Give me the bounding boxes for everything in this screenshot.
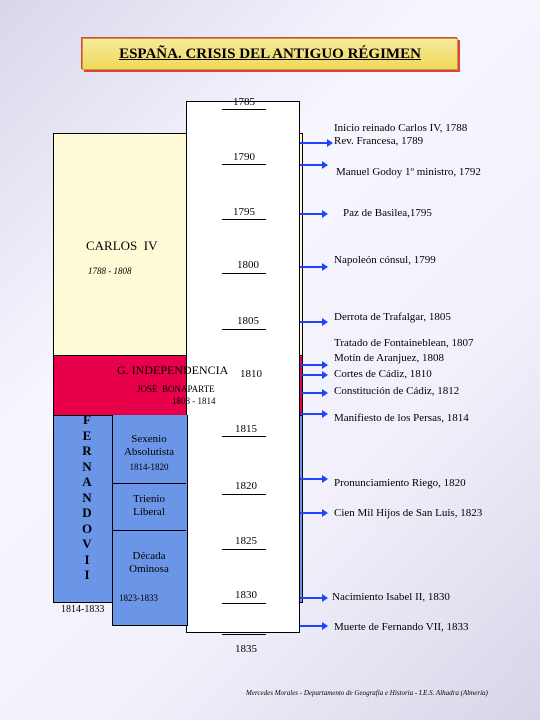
year-1785: 1785 (233, 96, 255, 108)
arrow-event (300, 374, 323, 376)
trienio-line2: Liberal (133, 506, 165, 518)
footer-credit: Mercedes Morales - Departamento de Geografía e Historia - I.E.S. Alhadra (Almería) (246, 689, 488, 697)
year-1810: 1810 (240, 368, 262, 380)
tick-1800 (222, 273, 266, 274)
fernando-letter: E (82, 427, 92, 443)
event-item: Cortes de Cádiz, 1810 (334, 368, 432, 380)
year-1825: 1825 (235, 535, 257, 547)
event-item: Pronunciamiento Riego, 1820 (334, 477, 466, 489)
page-title: ESPAÑA. CRISIS DEL ANTIGUO RÉGIMEN (82, 38, 458, 70)
arrow-event (300, 266, 323, 268)
sexenio-line2: Absolutista (123, 446, 175, 458)
fernando-letter: V (82, 536, 92, 551)
independencia-dates: 1808 - 1814 (172, 396, 216, 406)
fernando-vii-dates: 1814-1833 (61, 604, 105, 615)
arrow-event (300, 625, 323, 627)
fernando-letter: A (82, 474, 92, 489)
trienio-divider (112, 530, 186, 531)
event-item: Inicio reinado Carlos IV, 1788 (334, 122, 468, 134)
decada-line2: Ominosa (129, 563, 169, 575)
trienio-label (116, 493, 182, 519)
event-item: Tratado de Fontaineblean, 1807 (334, 337, 474, 349)
event-item: Motín de Aranjuez, 1808 (334, 352, 444, 364)
sexenio-label (116, 433, 182, 474)
arrow-event (300, 164, 323, 166)
carlos-iv-name: CARLOS IV (86, 238, 158, 253)
year-1805: 1805 (237, 315, 259, 327)
tick-1835 (222, 634, 266, 635)
fernando-letter: I (84, 567, 90, 582)
event-item: Nacimiento Isabel II, 1830 (332, 591, 450, 603)
tick-1825 (222, 549, 266, 550)
event-item: Rev. Francesa, 1789 (334, 135, 424, 147)
decada-label (116, 550, 182, 576)
event-item: Manifiesto de los Persas, 1814 (334, 412, 469, 424)
fernando-letter: I (84, 551, 90, 567)
arrow-event (300, 364, 323, 366)
arrow-event (300, 413, 323, 415)
event-item: Cien Mil Hijos de San Luis, 1823 (334, 507, 483, 519)
event-item: Napoleón cónsul, 1799 (334, 254, 436, 266)
decada-line1: Década (132, 550, 166, 562)
year-1830: 1830 (235, 589, 257, 601)
tick-1830 (222, 603, 266, 604)
arrow-event (300, 512, 323, 514)
arrow-event (300, 597, 323, 599)
fernando-letter: N (82, 458, 92, 474)
year-1835: 1835 (235, 643, 257, 655)
event-item: Muerte de Fernando VII, 1833 (334, 621, 469, 633)
arrow-event (300, 478, 323, 480)
carlos-iv-dates: 1788 - 1808 (88, 266, 132, 276)
fernando-letter: N (82, 489, 92, 505)
arrow-event (300, 213, 323, 215)
event-item: Derrota de Trafalgar, 1805 (334, 311, 451, 323)
tick-1815 (222, 436, 266, 437)
trienio-line1: Trienio (133, 493, 165, 505)
event-item: Manuel Godoy 1º ministro, 1792 (336, 166, 481, 178)
fernando-letter: R (82, 443, 92, 458)
sexenio-line1: Sexenio (131, 433, 167, 445)
event-item: Paz de Basilea,1795 (343, 207, 432, 219)
tick-1820 (222, 494, 266, 495)
arrow-event (300, 142, 328, 144)
sexenio-divider (112, 483, 186, 484)
fernando-letter: F (83, 412, 91, 427)
fernando-letter: O (81, 520, 93, 536)
year-1820: 1820 (235, 480, 257, 492)
tick-1805 (222, 329, 266, 330)
year-1800: 1800 (237, 259, 259, 271)
tick-1790 (222, 164, 266, 165)
fernando-letter: D (82, 505, 92, 520)
sexenio-dates: 1814-1820 (129, 462, 169, 472)
decada-dates: 1823-1833 (119, 593, 158, 603)
independencia-name: G. INDEPENDENCIA (117, 363, 228, 377)
event-item: Constitución de Cádiz, 1812 (334, 385, 460, 397)
year-1815: 1815 (235, 423, 257, 435)
fernando-vii-letters (80, 412, 94, 583)
tick-1795 (222, 219, 266, 220)
arrow-event (300, 321, 323, 323)
year-1790: 1790 (233, 151, 255, 163)
arrow-event (300, 392, 323, 394)
tick-1785 (222, 109, 266, 110)
year-1795: 1795 (233, 206, 255, 218)
jose-bonaparte-label: JOSÉ BONAPARTE (137, 384, 215, 394)
